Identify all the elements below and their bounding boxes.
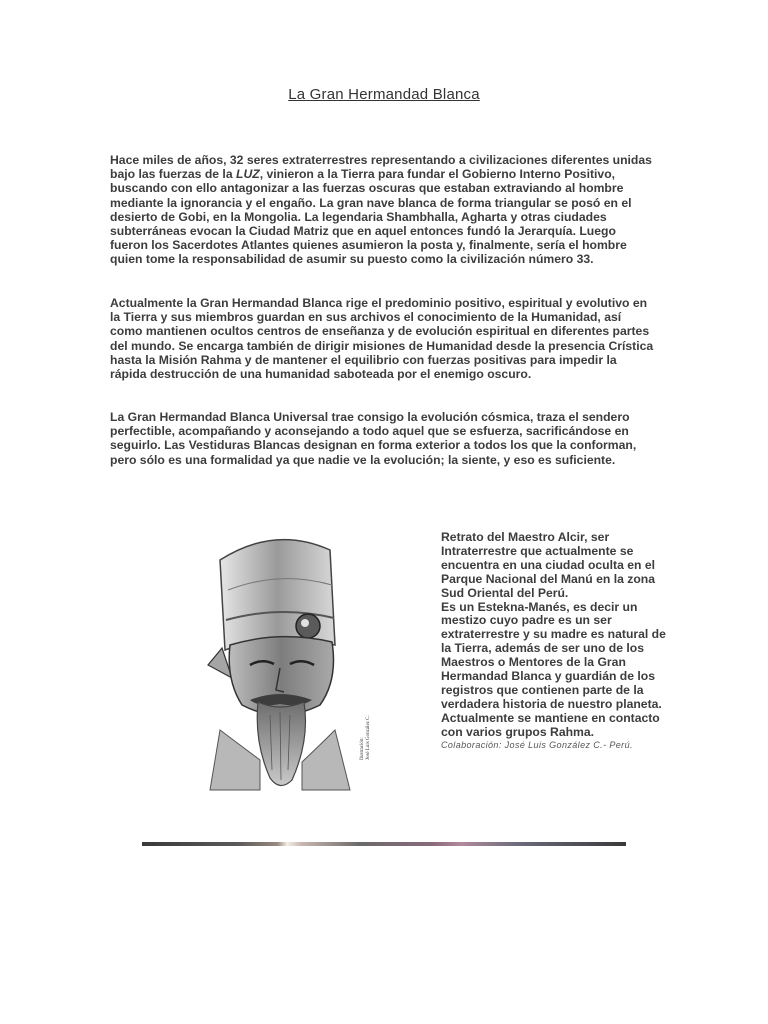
portrait-caption [441,531,666,751]
paragraph-intro-start: Hace miles de años, 32 seres extraterrestres representando a civilizaciones diferentes unidas bajo las fuerzas de la [110,153,652,182]
caption-part-3: Actualmente se mantiene en contacto con varios grupos Rahma. [441,710,660,739]
maestro-alcir-portrait [180,530,375,795]
caption-part-1: Retrato del Maestro Alcir, ser Intraterrestre que actualmente se encuentra en una ciudad oculta en el Parque Nacional del Manú en la zona Sud Oriental del Perú. [441,530,656,600]
paragraph-universal: La Gran Hermandad Blanca Universal trae consigo la evolución cósmica, traza el sendero perfectible, acompañando y aconsejando a todo aquel que se esfuerza, sacrificándose en seguirlo. Las Vestiduras Blancas designan en forma exterior a todos los que la conforman, pero sólo es una formalidad ya que nadie ve la evolución; la siente, y eso es suficiente. [110,410,637,467]
caption-part-2: Es un Estekna-Manés, es decir un mestizo cuyo padre es un ser extraterrestre y su madre es natural de la Tierra, además de ser uno de los Maestros o Mentores de la Gran Hermandad Blanca y guardián de los registros que contienen parte de la verdadera historia de nuestro planeta. [441,599,666,711]
artist-signature [360,715,371,760]
signature-line-1: Ilustración: [360,737,365,760]
page-title: La Gran Hermandad Blanca [288,86,480,103]
signature-line-2: José Luis González C. [366,715,371,760]
caption-credit: Colaboración: José Luis González C.- Perú. [441,739,633,750]
paragraph-intro-rest: , vinieron a la Tierra para fundar el Gobierno Interno Positivo, buscando con ello antagonizar a las fuerzas oscuras que estaban extraviando al hombre mediante la ignorancia y el engaño. La gran nave blanca de forma triangular se posó en el desierto de Gobi, en la Mongolia. La legendaria Shambhalla, Agharta y otras ciudades subterráneas evocan la Ciudad Matriz que en aquel entonces fundó la Jerarquía. Luego fueron los Sacerdotes Atlantes quienes asumieron la posta y, finalmente, sería el hombre quien tome la responsabilidad de asumir su puesto como la civilización número 33. [110,167,632,267]
paragraph-current-role: Actualmente la Gran Hermandad Blanca rige el predominio positivo, espiritual y evolutivo en la Tierra y sus miembros guardan en sus archivos el conocimiento de la Humanidad, así como mantienen ocultos centros de enseñanza y de evolución espiritual en diferentes partes del mundo. Se encarga también de dirigir misiones de Humanidad desde la presencia Crística hasta la Misión Rahma y de mantener el equilibrio con fuerzas positivas para impedir la rápida destrucción de una humanidad saboteada por el enemigo oscuro. [110,296,654,382]
decorative-divider [142,842,626,846]
portrait-illustration [180,530,375,795]
paragraph-intro [110,153,656,267]
luz-emphasis: LUZ [236,167,260,182]
